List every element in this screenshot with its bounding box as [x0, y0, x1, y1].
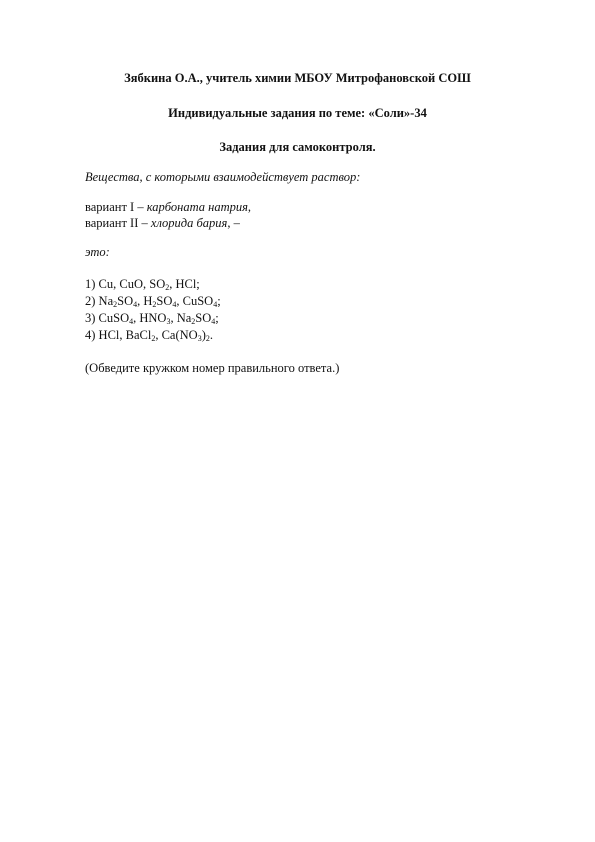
- variant-1-label: вариант I –: [85, 200, 147, 214]
- option-4-text: 4) HCl, BaCl: [85, 328, 152, 342]
- variant-2-value: хлорида бария: [150, 216, 228, 230]
- option-1: [85, 277, 200, 292]
- option-2-text: SO: [117, 294, 134, 308]
- option-2-text: , H: [137, 294, 153, 308]
- subscript: 3: [166, 317, 171, 326]
- variant-2-line: [85, 216, 240, 231]
- option-4-text: , Ca(NO: [155, 328, 198, 342]
- subscript: 4: [172, 300, 177, 309]
- option-4-end: .: [209, 328, 213, 342]
- subscript: 2: [113, 300, 118, 309]
- option-3: [85, 311, 219, 326]
- variant-1-line: [85, 200, 251, 215]
- subscript: 4: [129, 317, 134, 326]
- option-4: [85, 328, 213, 343]
- option-2-text: , CuSO: [176, 294, 214, 308]
- subscript: 2: [152, 300, 157, 309]
- option-3-text: , HNO: [133, 311, 167, 325]
- subscript: 4: [211, 317, 216, 326]
- option-3-text: , Na: [170, 311, 192, 325]
- variant-2-label: вариант II –: [85, 216, 151, 230]
- option-1-end: , HCl;: [169, 277, 200, 291]
- option-4-text: ): [201, 328, 206, 342]
- option-2-text: SO: [156, 294, 173, 308]
- page-subtitle: Задания для самоконтроля.: [219, 140, 376, 154]
- option-2-end: ;: [217, 294, 221, 308]
- variant-2-tail: , –: [227, 216, 240, 230]
- subscript: 2: [191, 317, 196, 326]
- option-1-text: 1) Cu, CuO, SO: [85, 277, 166, 291]
- subscript: 3: [197, 334, 202, 343]
- topic-title: Индивидуальные задания по теме: «Соли»-34: [168, 106, 427, 120]
- is-word: это:: [85, 245, 110, 259]
- subscript: 2: [205, 334, 210, 343]
- subscript: 2: [165, 283, 170, 292]
- author-line: Зябкина О.А., учитель химии МБОУ Митрофановской СОШ: [124, 71, 471, 85]
- variant-1-value: карбоната натрия: [146, 200, 248, 214]
- option-3-text: 3) CuSO: [85, 311, 130, 325]
- subscript: 4: [213, 300, 218, 309]
- option-2-text: 2) Na: [85, 294, 114, 308]
- subscript: 2: [151, 334, 156, 343]
- option-3-text: SO: [195, 311, 212, 325]
- option-3-end: ;: [215, 311, 219, 325]
- subscript: 4: [133, 300, 138, 309]
- instruction-note: (Обведите кружком номер правильного ответа.): [85, 361, 340, 375]
- question-prompt: Вещества, с которыми взаимодействует раствор:: [85, 170, 361, 184]
- option-2: [85, 294, 221, 309]
- variant-1-tail: ,: [247, 200, 252, 214]
